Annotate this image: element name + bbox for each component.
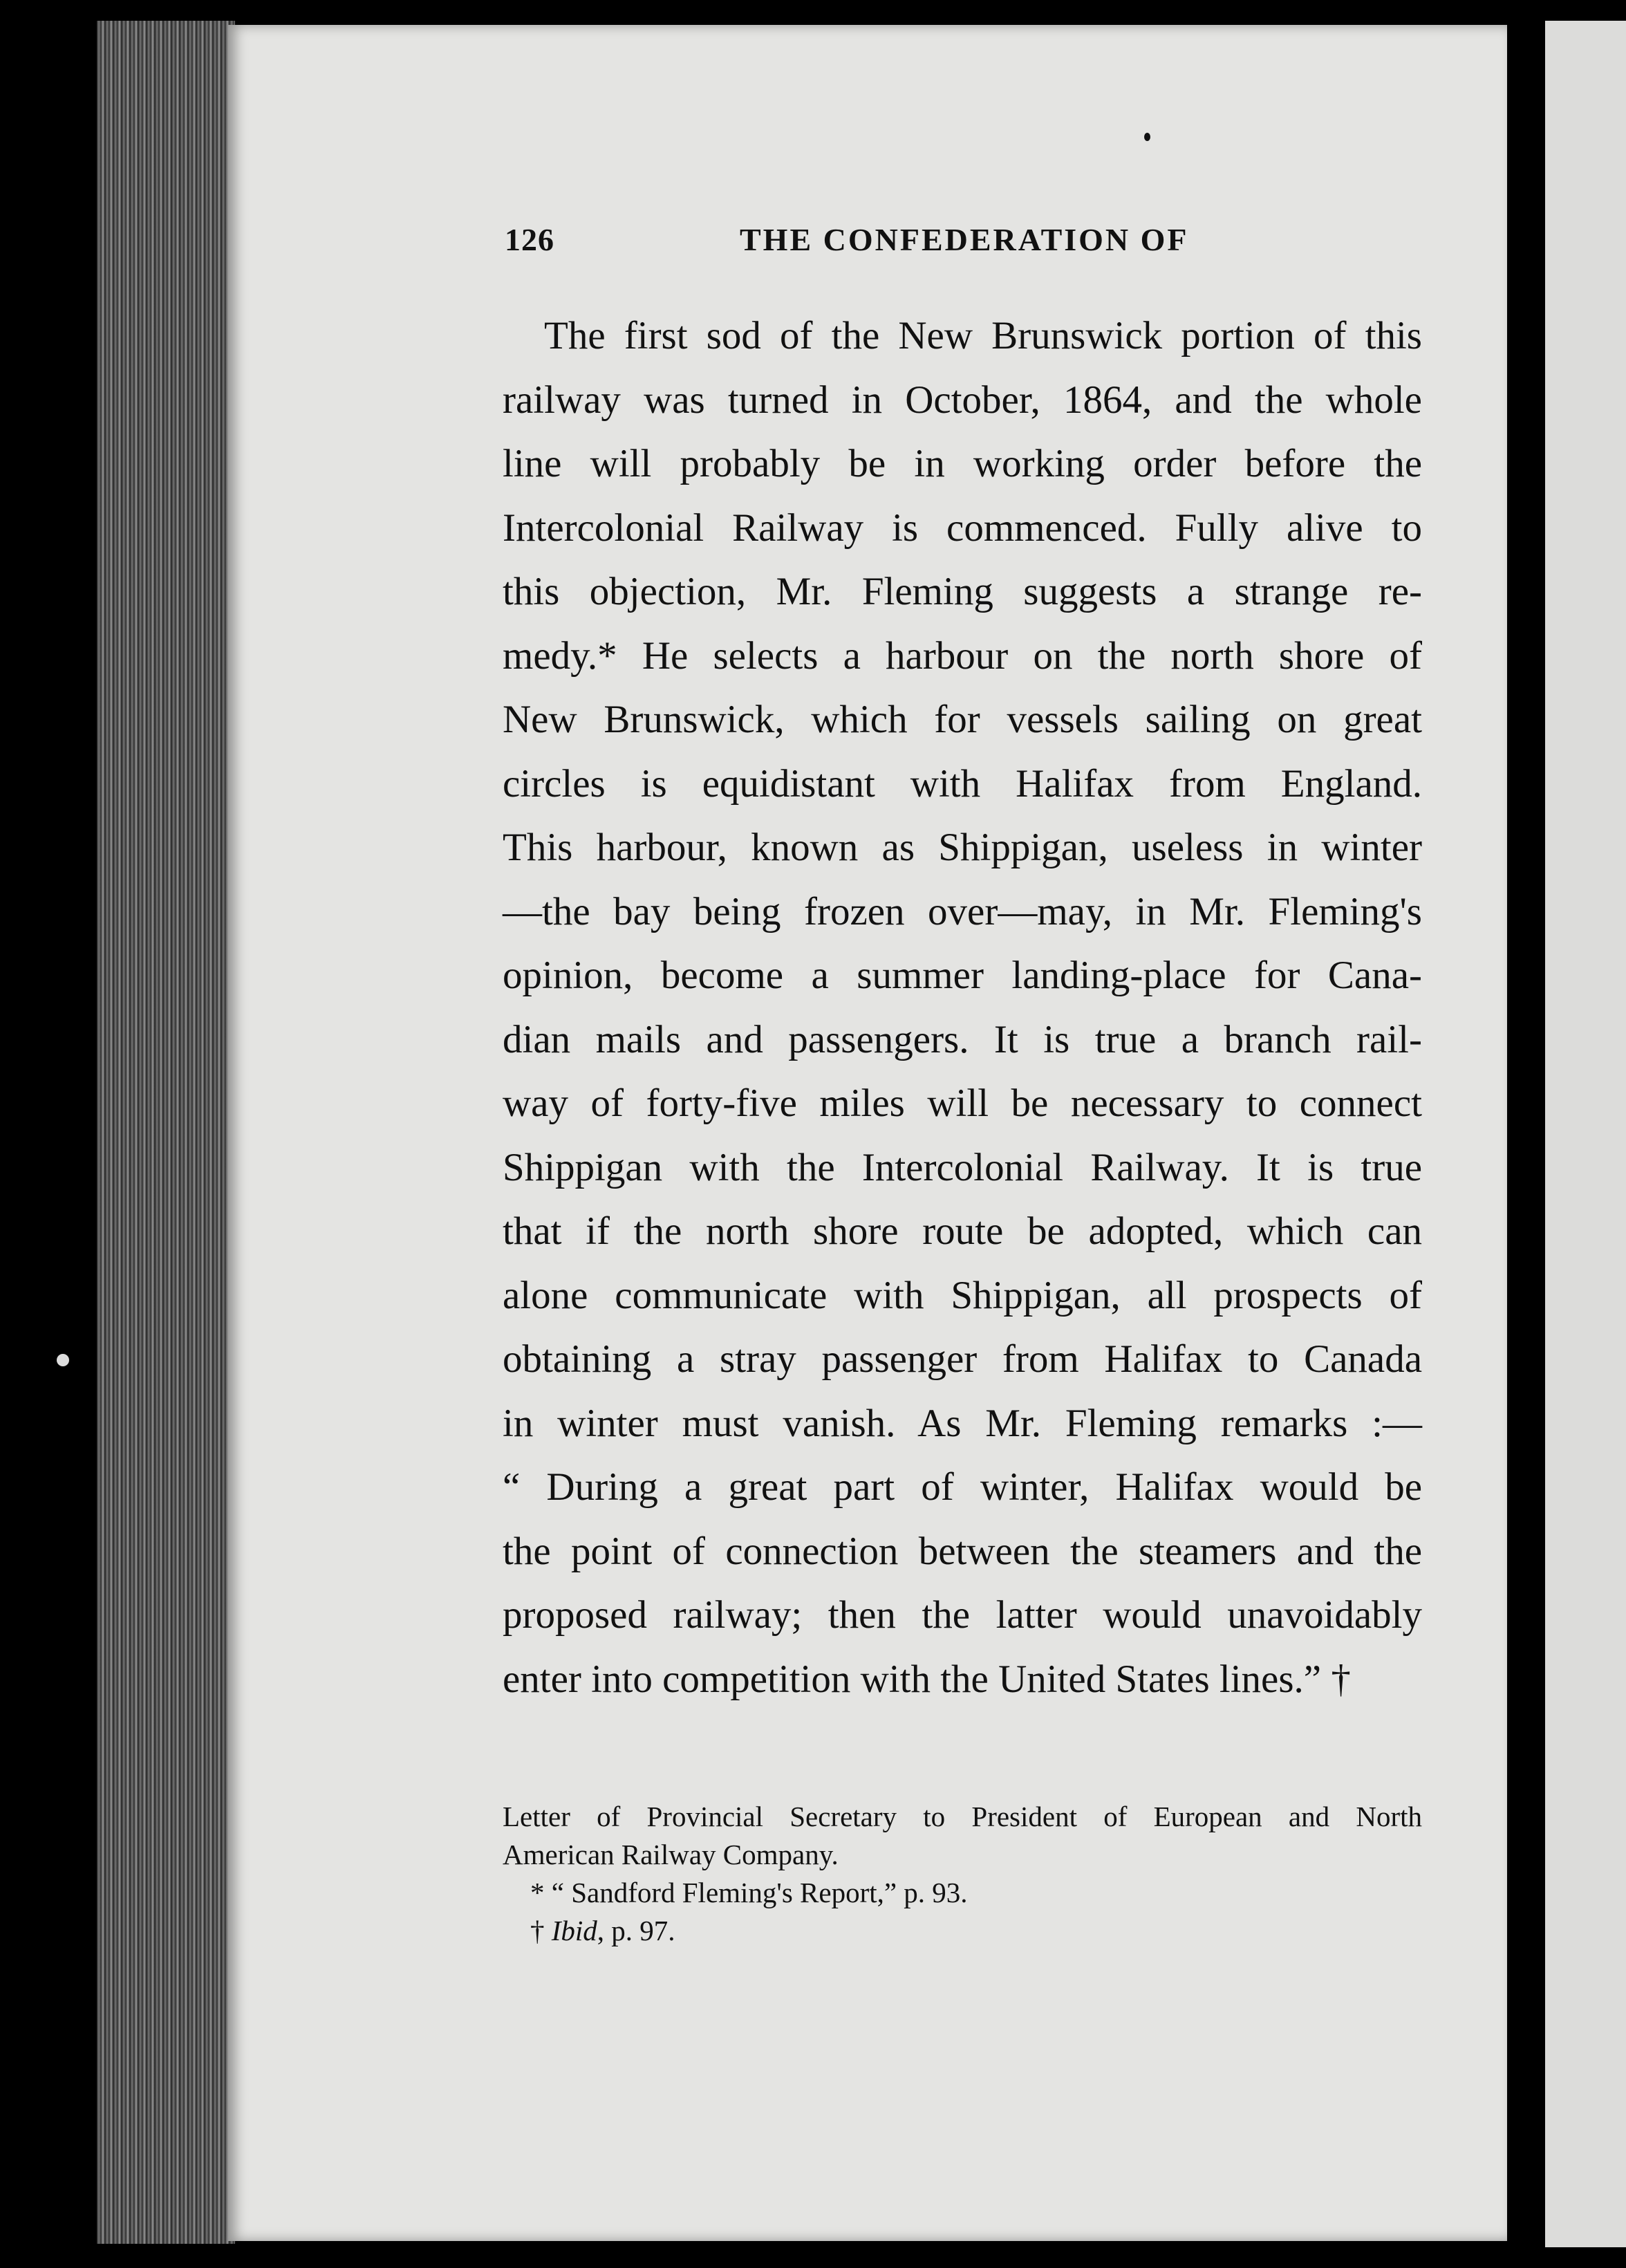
body-line: circles is equidistant with Halifax from England. <box>503 761 1422 806</box>
body-line: —the bay being frozen over—may, in Mr. Fleming's <box>503 889 1422 933</box>
body-line: enter into competition with the United States lines.” † <box>503 1657 1351 1701</box>
page-edge-stack <box>97 21 235 2244</box>
body-line: way of forty-five miles will be necessary to connect <box>503 1081 1422 1125</box>
footnote-dagger: † Ibid, p. 97. <box>530 1915 675 1946</box>
body-line: The first sod of the New Brunswick portion of this <box>544 314 1422 357</box>
body-line: that if the north shore route be adopted, which can <box>503 1209 1422 1253</box>
body-line: This harbour, known as Shippigan, useless in winter <box>503 826 1422 869</box>
footnote-line: American Railway Company. <box>503 1839 839 1870</box>
body-line: alone communicate with Shippigan, all prospects of <box>503 1273 1422 1317</box>
body-line: “ During a great part of winter, Halifax would be <box>503 1465 1422 1509</box>
body-line: proposed railway; then the latter would unavoidably <box>503 1593 1422 1637</box>
ink-speck <box>1144 133 1150 141</box>
page-number: 126 <box>505 222 554 257</box>
body-line: Intercolonial Railway is commenced. Fully alive to <box>503 505 1422 550</box>
body-line: New Brunswick, which for vessels sailing on great <box>503 698 1422 741</box>
body-line: line will probably be in working order before the <box>503 442 1422 485</box>
running-head: THE CONFEDERATION OF <box>740 222 1189 257</box>
adjacent-page-edge <box>1545 21 1626 2247</box>
body-line: Shippigan with the Intercolonial Railway. It is true <box>503 1145 1422 1189</box>
body-line: medy.* He selects a harbour on the north shore of <box>503 633 1422 678</box>
footnotes <box>503 1798 1422 1950</box>
body-line: dian mails and passengers. It is true a branch rail- <box>503 1017 1422 1061</box>
body-line: obtaining a stray passenger from Halifax to Canada <box>503 1337 1422 1381</box>
body-line: opinion, become a summer landing-place for Cana- <box>503 954 1422 997</box>
body-line: in winter must vanish. As Mr. Fleming remarks :— <box>503 1401 1422 1445</box>
body-line: the point of connection between the steamers and the <box>503 1529 1422 1573</box>
body-line: this objection, Mr. Fleming suggests a strange re- <box>503 570 1422 613</box>
ink-speck <box>57 1354 69 1366</box>
body-paragraph <box>503 304 1422 1711</box>
body-line: railway was turned in October, 1864, and the whole <box>503 378 1422 422</box>
footnote-star: * “ Sandford Fleming's Report,” p. 93. <box>530 1877 968 1908</box>
footnote-line: Letter of Provincial Secretary to President of European and North <box>503 1801 1422 1832</box>
